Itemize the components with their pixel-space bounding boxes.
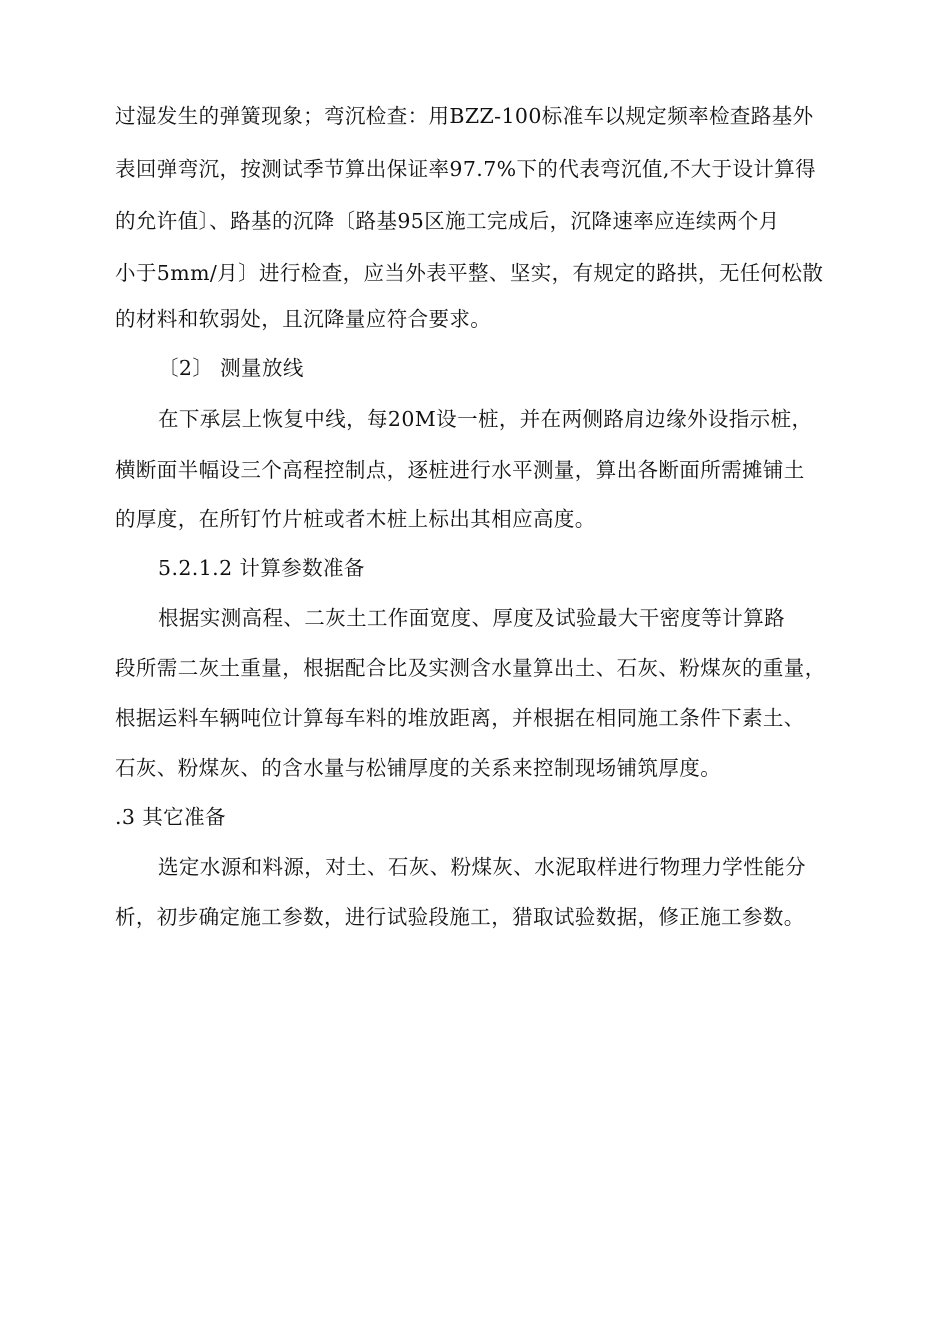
heading-other: .3 其它准备 — [115, 805, 226, 829]
paragraph4-line-1: 选定水源和料源，对土、石灰、粉煤灰、水泥取样进行物理力学性能分 — [158, 855, 806, 879]
heading-measure: 〔2〕 测量放线 — [158, 356, 304, 380]
paragraph1-line-1: 过湿发生的弹簧现象；弯沉检查：用BZZ-100标准车以规定频率检查路基外 — [115, 104, 814, 128]
paragraph1-line-3: 的允许值〕、路基的沉降〔路基95区施工完成后，沉降速率应连续两个月 — [115, 209, 780, 233]
paragraph1-line-4: 小于5mm/月〕进行检查，应当外表平整、坚实，有规定的路拱，无任何松散 — [115, 261, 824, 285]
paragraph2-line-2: 横断面半幅设三个高程控制点，逐桩进行水平测量，算出各断面所需摊铺土 — [115, 458, 805, 482]
paragraph3-line-3: 根据运料车辆吨位计算每车料的堆放距离，并根据在相同施工条件下素土、 — [115, 706, 805, 730]
paragraph3-line-4: 石灰、粉煤灰、的含水量与松铺厚度的关系来控制现场铺筑厚度。 — [115, 756, 722, 780]
paragraph2-line-3: 的厚度，在所钉竹片桩或者木桩上标出其相应高度。 — [115, 507, 596, 531]
heading-calc: 5.2.1.2 计算参数准备 — [158, 556, 365, 580]
paragraph2-line-1: 在下承层上恢复中线，每20M设一桩，并在两侧路肩边缘外设指示桩， — [158, 407, 813, 431]
paragraph3-line-1: 根据实测高程、二灰土工作面宽度、厚度及试验最大干密度等计算路 — [158, 606, 785, 630]
paragraph1-line-5: 的材料和软弱处，且沉降量应符合要求。 — [115, 307, 492, 331]
paragraph1-line-2: 表回弹弯沉，按测试季节算出保证率97.7%下的代表弯沉值,不大于设计算得 — [115, 157, 817, 181]
paragraph3-line-2: 段所需二灰土重量，根据配合比及实测含水量算出土、石灰、粉煤灰的重量， — [115, 656, 826, 680]
paragraph4-line-2: 析，初步确定施工参数，进行试验段施工，猎取试验数据，修正施工参数。 — [115, 905, 805, 929]
